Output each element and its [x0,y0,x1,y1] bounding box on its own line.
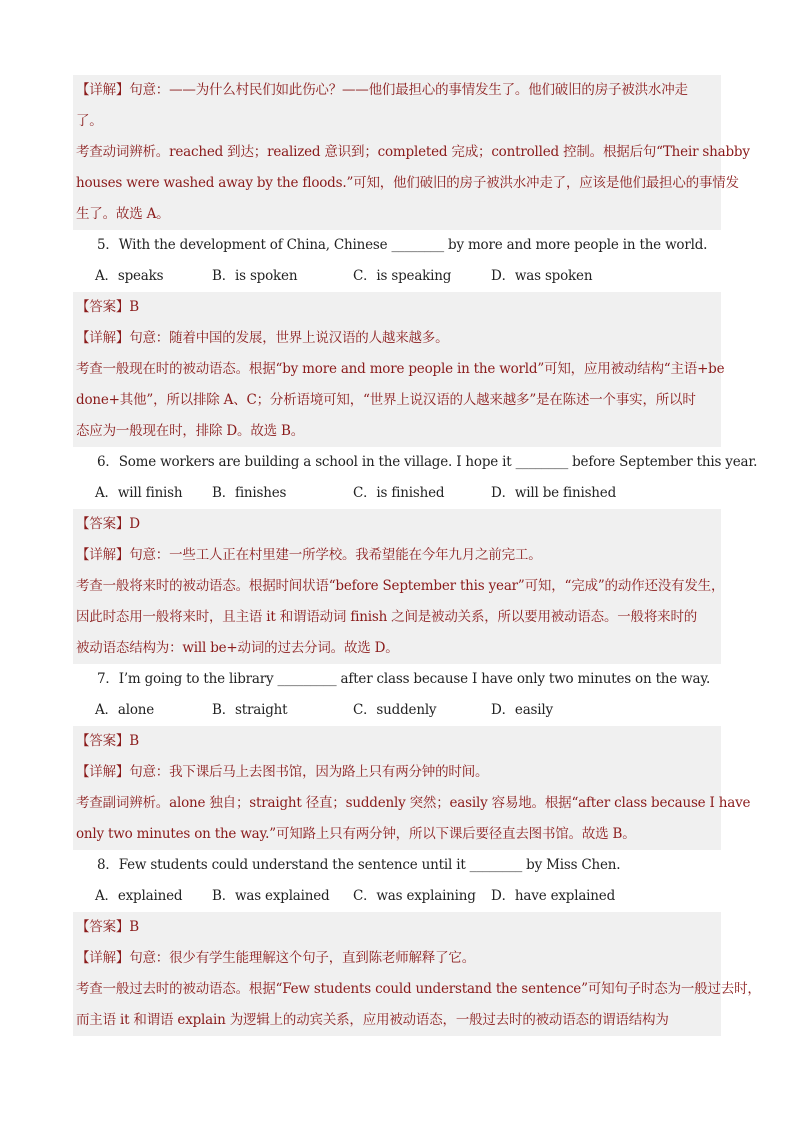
answer-line: 【答案】D [73,509,721,540]
analysis-line: done+其他”，所以排除 A、C；分析语境可知，“世界上说汉语的人越来越多”是在陈述一个事实，所以时 [73,385,721,416]
analysis-line: 而主语 it 和谓语 explain 为逻辑上的动宾关系，应用被动语态，一般过去时的被动语态的谓语结构为 [73,1005,721,1036]
option-d: D．easily [491,702,553,718]
question-8-options [73,881,721,912]
option-d: D．will be finished [491,485,617,501]
analysis-line: 考查一般过去时的被动语态。根据“Few students could understand the sentence”可知句子时态为一般过去时， [73,974,721,1005]
question-7-stem: 7．I’m going to the library _________ after class because I have only two minutes on the way. [97,671,711,687]
option-a: A．speaks [95,268,164,284]
analysis-line: 考查动词辨析。reached 到达；realized 意识到；completed 完成；controlled 控制。根据后句“Their shabby [73,137,721,168]
question-5-options [73,261,721,292]
option-c: C．suddenly [353,702,437,718]
option-d: D．was spoken [491,268,593,284]
option-b: B．is spoken [212,268,298,284]
option-b: B．straight [212,702,288,718]
explanation-line: 【详解】句意：随着中国的发展，世界上说汉语的人越来越多。 [73,323,721,354]
analysis-line: only two minutes on the way.”可知路上只有两分钟，所以下课后要径直去图书馆。故选 B。 [73,819,721,850]
option-c: C．was explaining [353,888,476,904]
analysis-line: 被动语态结构为：will be+动词的过去分词。故选 D。 [73,633,721,664]
explanation-line: 【详解】句意：——为什么村民们如此伤心？——他们最担心的事情发生了。他们破旧的房子被洪水冲走 [73,75,721,106]
option-a: A．explained [95,888,183,904]
question-7-options [73,695,721,726]
analysis-line: 态应为一般现在时，排除 D。故选 B。 [73,416,721,447]
explanation-line: 【详解】句意：我下课后马上去图书馆，因为路上只有两分钟的时间。 [73,757,721,788]
explanation-line: 了。 [73,106,721,137]
option-c: C．is speaking [353,268,452,284]
analysis-line: houses were washed away by the floods.”可知，他们破旧的房子被洪水冲走了，应该是他们最担心的事情发 [73,168,721,199]
answer-line: 【答案】B [73,292,721,323]
answer-line: 【答案】B [73,912,721,943]
analysis-line: 考查一般现在时的被动语态。根据“by more and more people in the world”可知，应用被动结构“主语+be [73,354,721,385]
option-c: C．is finished [353,485,445,501]
document-page [73,75,761,1036]
explanation-line: 【详解】句意：一些工人正在村里建一所学校。我希望能在今年九月之前完工。 [73,540,721,571]
analysis-line: 生了。故选 A。 [73,199,721,230]
analysis-line: 因此时态用一般将来时，且主语 it 和谓语动词 finish 之间是被动关系，所以要用被动语态。一般将来时的 [73,602,721,633]
analysis-line: 考查一般将来时的被动语态。根据时间状语“before September this year”可知，“完成”的动作还没有发生， [73,571,721,602]
question-5-stem: 5．With the development of China, Chinese ________ by more and more people in the world. [97,237,708,253]
question-8-stem: 8．Few students could understand the sentence until it ________ by Miss Chen. [97,857,621,873]
question-6-stem: 6．Some workers are building a school in the village. I hope it ________ before September this year. [97,454,758,470]
analysis-line: 考查副词辨析。alone 独自；straight 径直；suddenly 突然；easily 容易地。根据“after class because I have [73,788,721,819]
option-a: A．will finish [95,485,183,501]
option-d: D．have explained [491,888,616,904]
option-a: A．alone [95,702,155,718]
option-b: B．was explained [212,888,330,904]
question-6-options [73,478,721,509]
option-b: B．finishes [212,485,287,501]
explanation-line: 【详解】句意：很少有学生能理解这个句子，直到陈老师解释了它。 [73,943,721,974]
answer-line: 【答案】B [73,726,721,757]
